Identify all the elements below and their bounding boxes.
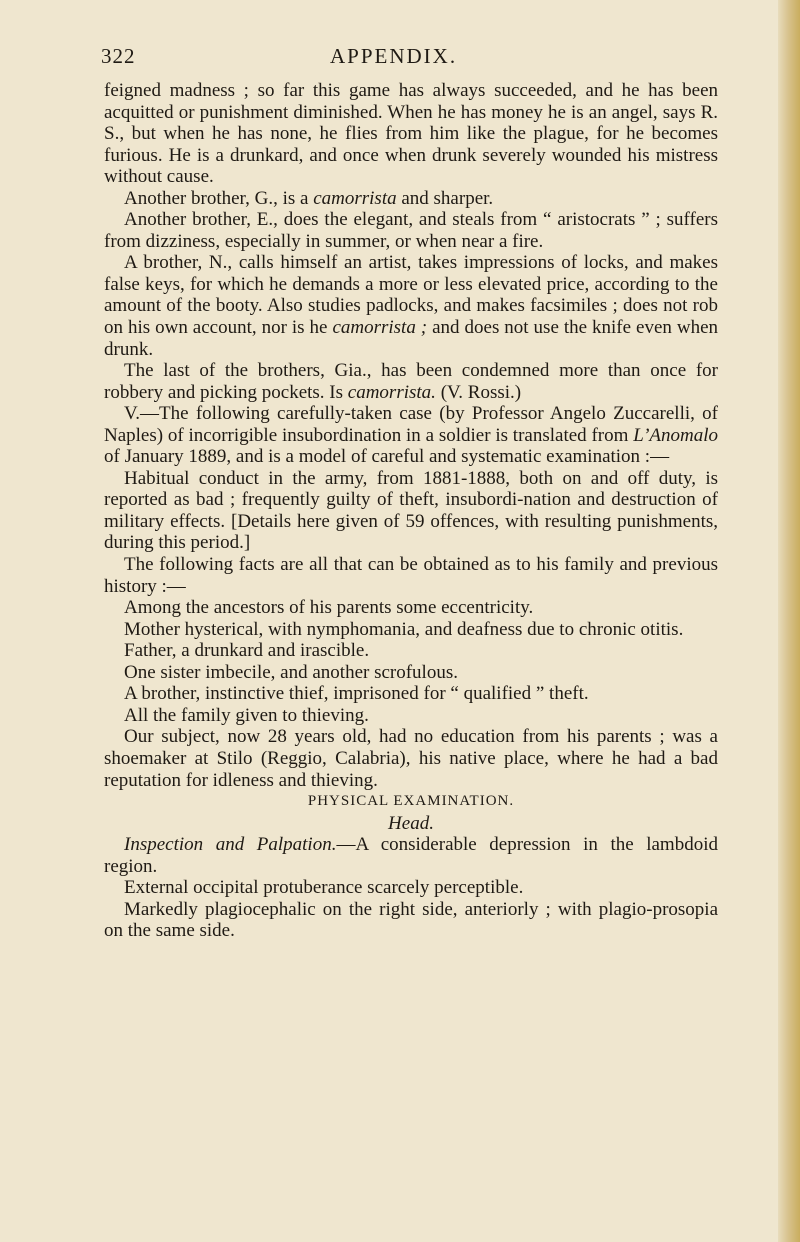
running-header (101, 40, 718, 80)
book-page (101, 40, 719, 942)
section-heading: PHYSICAL EXAMINATION. (307, 793, 515, 810)
page-number: 322 (101, 44, 136, 68)
paragraph-12: One sister imbecile, and another scrofulous. (124, 661, 458, 683)
running-title: APPENDIX. (330, 44, 458, 68)
body-text (104, 80, 718, 942)
paragraph-14: All the family given to thieving. (124, 704, 369, 726)
paragraph-13: A brother, instinctive thief, imprisoned for “ qualified ” theft. (124, 683, 589, 705)
paragraph-10: Mother hysterical, with nymphomania, and deafness due to chronic otitis. (124, 618, 684, 640)
paragraph-4: A brother, N., calls himself an artist, takes impressions of locks, and makes false keys, for which he demands a more or less elevated price, according to the amount of the booty. Also studies padlocks, and makes facsimiles ; does not rob on his own account, nor is he camorrista ; and does not use the knife even when drunk. (104, 252, 719, 360)
paragraph-6: V.—The following carefully-taken case (by Professor Angelo Zuccarelli, of Naples) of incorrigible insubordination in a soldier is translated from L’Anomalo of January 1889, and is a model of careful and systematic examination :— (104, 403, 718, 468)
paragraph-17: External occipital protuberance scarcely perceptible. (124, 877, 524, 899)
paragraph-3: Another brother, E., does the elegant, and steals from “ aristocrats ” ; suffers from dizziness, especially in summer, or when near a fire. (104, 209, 718, 252)
paragraph-18: Markedly plagiocephalic on the right side, anteriorly ; with plagio-prosopia on the same side. (104, 898, 718, 942)
paragraph-2: Another brother, G., is a camorrista and sharper. (124, 187, 494, 209)
paragraph-16: Inspection and Palpation.—A considerable depression in the lambdoid region. (104, 834, 718, 877)
subheading: Head. (388, 812, 434, 834)
page-edge (778, 0, 800, 1242)
paragraph-5: The last of the brothers, Gia., has been condemned more than once for robbery and picking pockets. Is camorrista. (V. Rossi.) (104, 360, 718, 403)
paragraph-7: Habitual conduct in the army, from 1881-1888, both on and off duty, is reported as bad ; frequently guilty of theft, insubordi-nation and destruction of military effects. [Details here given of 59 offences, with resulting punishments, during this period.] (104, 467, 718, 554)
paragraph-1: feigned madness ; so far this game has always succeeded, and he has been acquitted or punishment diminished. When he has money he is an angel, says R. S., but when he has none, he flies from him like the plague, for he becomes furious. He is a drunkard, and once when drunk severely wounded his mistress without cause. (104, 80, 718, 188)
paragraph-15: Our subject, now 28 years old, had no education from his parents ; was a shoemaker at Stilo (Reggio, Calabria), his native place, where he had a bad reputation for idleness and thieving. (104, 726, 718, 791)
paragraph-9: Among the ancestors of his parents some eccentricity. (124, 597, 534, 619)
paragraph-8: The following facts are all that can be obtained as to his family and previous history :— (104, 554, 718, 597)
paragraph-11: Father, a drunkard and irascible. (124, 640, 370, 662)
